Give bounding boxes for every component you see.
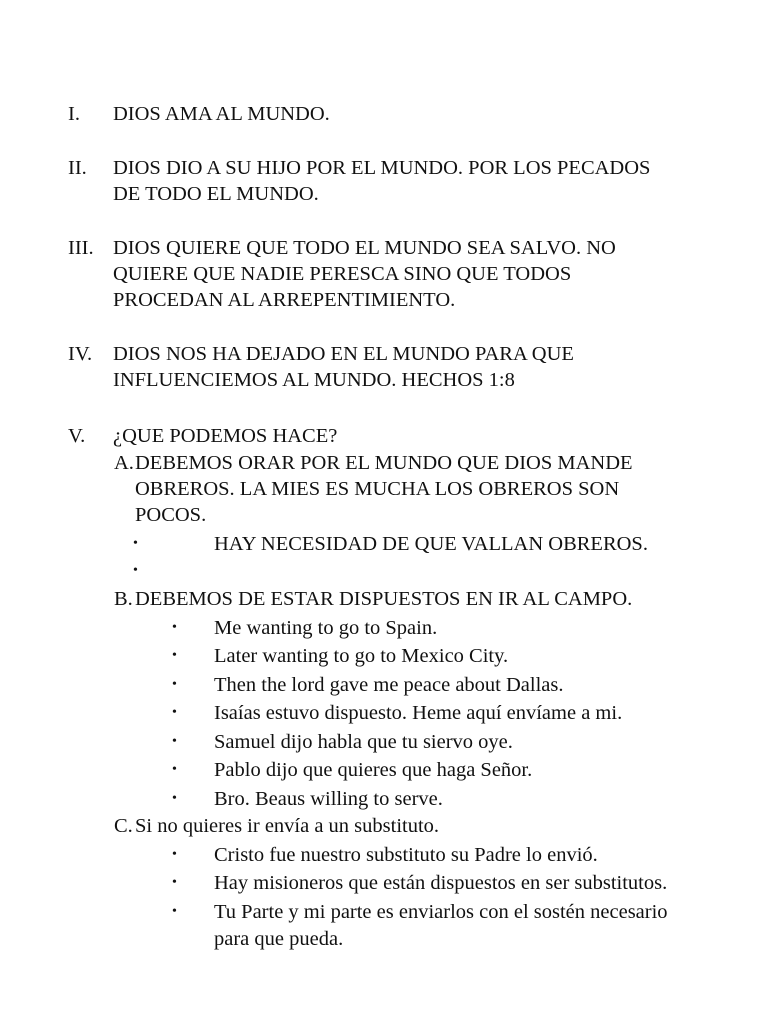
bullet-icon: •: [172, 705, 177, 720]
section-text: DE TODO EL MUNDO.: [113, 183, 319, 205]
subsection-text: DEBEMOS DE ESTAR DISPUESTOS EN IR AL CAMPO.: [135, 588, 633, 610]
bullet-icon: •: [172, 620, 177, 635]
bullet-text: Samuel dijo habla que tu siervo oye.: [214, 731, 513, 753]
bullet-icon: •: [172, 734, 177, 749]
section-text: INFLUENCIEMOS AL MUNDO. HECHOS 1:8: [113, 369, 515, 391]
subsection-letter: A.: [114, 452, 134, 474]
bullet-icon: •: [172, 847, 177, 862]
subsection-text: Si no quieres ir envía a un substituto.: [135, 815, 440, 837]
bullet-icon: •: [172, 677, 177, 692]
section-numeral: I.: [68, 103, 80, 125]
bullet-text: Isaías estuvo dispuesto. Heme aquí envíame a mi.: [214, 702, 623, 724]
bullet-icon: •: [133, 536, 138, 551]
section-numeral: V.: [68, 425, 86, 447]
section-numeral: II.: [68, 157, 87, 179]
section-text: PROCEDAN AL ARREPENTIMIENTO.: [113, 289, 456, 311]
section-text: ¿QUE PODEMOS HACE?: [113, 425, 338, 447]
bullet-icon: •: [172, 648, 177, 663]
bullet-icon: •: [133, 563, 138, 578]
bullet-text: Later wanting to go to Mexico City.: [214, 645, 509, 667]
section-text: DIOS DIO A SU HIJO POR EL MUNDO. POR LOS PECADOS: [113, 157, 651, 179]
bullet-icon: •: [172, 875, 177, 890]
section-text: DIOS NOS HA DEJADO EN EL MUNDO PARA QUE: [113, 343, 574, 365]
bullet-icon: •: [172, 791, 177, 806]
bullet-text: Pablo dijo que quieres que haga Señor.: [214, 759, 533, 781]
subsection-text: OBREROS. LA MIES ES MUCHA LOS OBREROS SON: [135, 478, 620, 500]
bullet-icon: •: [172, 904, 177, 919]
bullet-text: Then the lord gave me peace about Dallas.: [214, 674, 564, 696]
subsection-letter: C.: [114, 815, 133, 837]
bullet-text: Me wanting to go to Spain.: [214, 617, 438, 639]
section-numeral: IV.: [68, 343, 93, 365]
bullet-text: Hay misioneros que están dispuestos en ser substitutos.: [214, 872, 668, 894]
section-text: DIOS QUIERE QUE TODO EL MUNDO SEA SALVO. NO: [113, 237, 616, 259]
bullet-text-continuation: para que pueda.: [214, 928, 344, 950]
bullet-icon: •: [172, 762, 177, 777]
bullet-text: HAY NECESIDAD DE QUE VALLAN OBREROS.: [214, 533, 648, 555]
bullet-text: Bro. Beaus willing to serve.: [214, 788, 443, 810]
subsection-text: DEBEMOS ORAR POR EL MUNDO QUE DIOS MANDE: [135, 452, 633, 474]
section-text: DIOS AMA AL MUNDO.: [113, 103, 330, 125]
section-text: QUIERE QUE NADIE PERESCA SINO QUE TODOS: [113, 263, 572, 285]
bullet-text: Tu Parte y mi parte es enviarlos con el sostén necesario: [214, 901, 668, 923]
section-numeral: III.: [68, 237, 94, 259]
subsection-text: POCOS.: [135, 504, 207, 526]
bullet-text: Cristo fue nuestro substituto su Padre lo envió.: [214, 844, 598, 866]
subsection-letter: B.: [114, 588, 133, 610]
